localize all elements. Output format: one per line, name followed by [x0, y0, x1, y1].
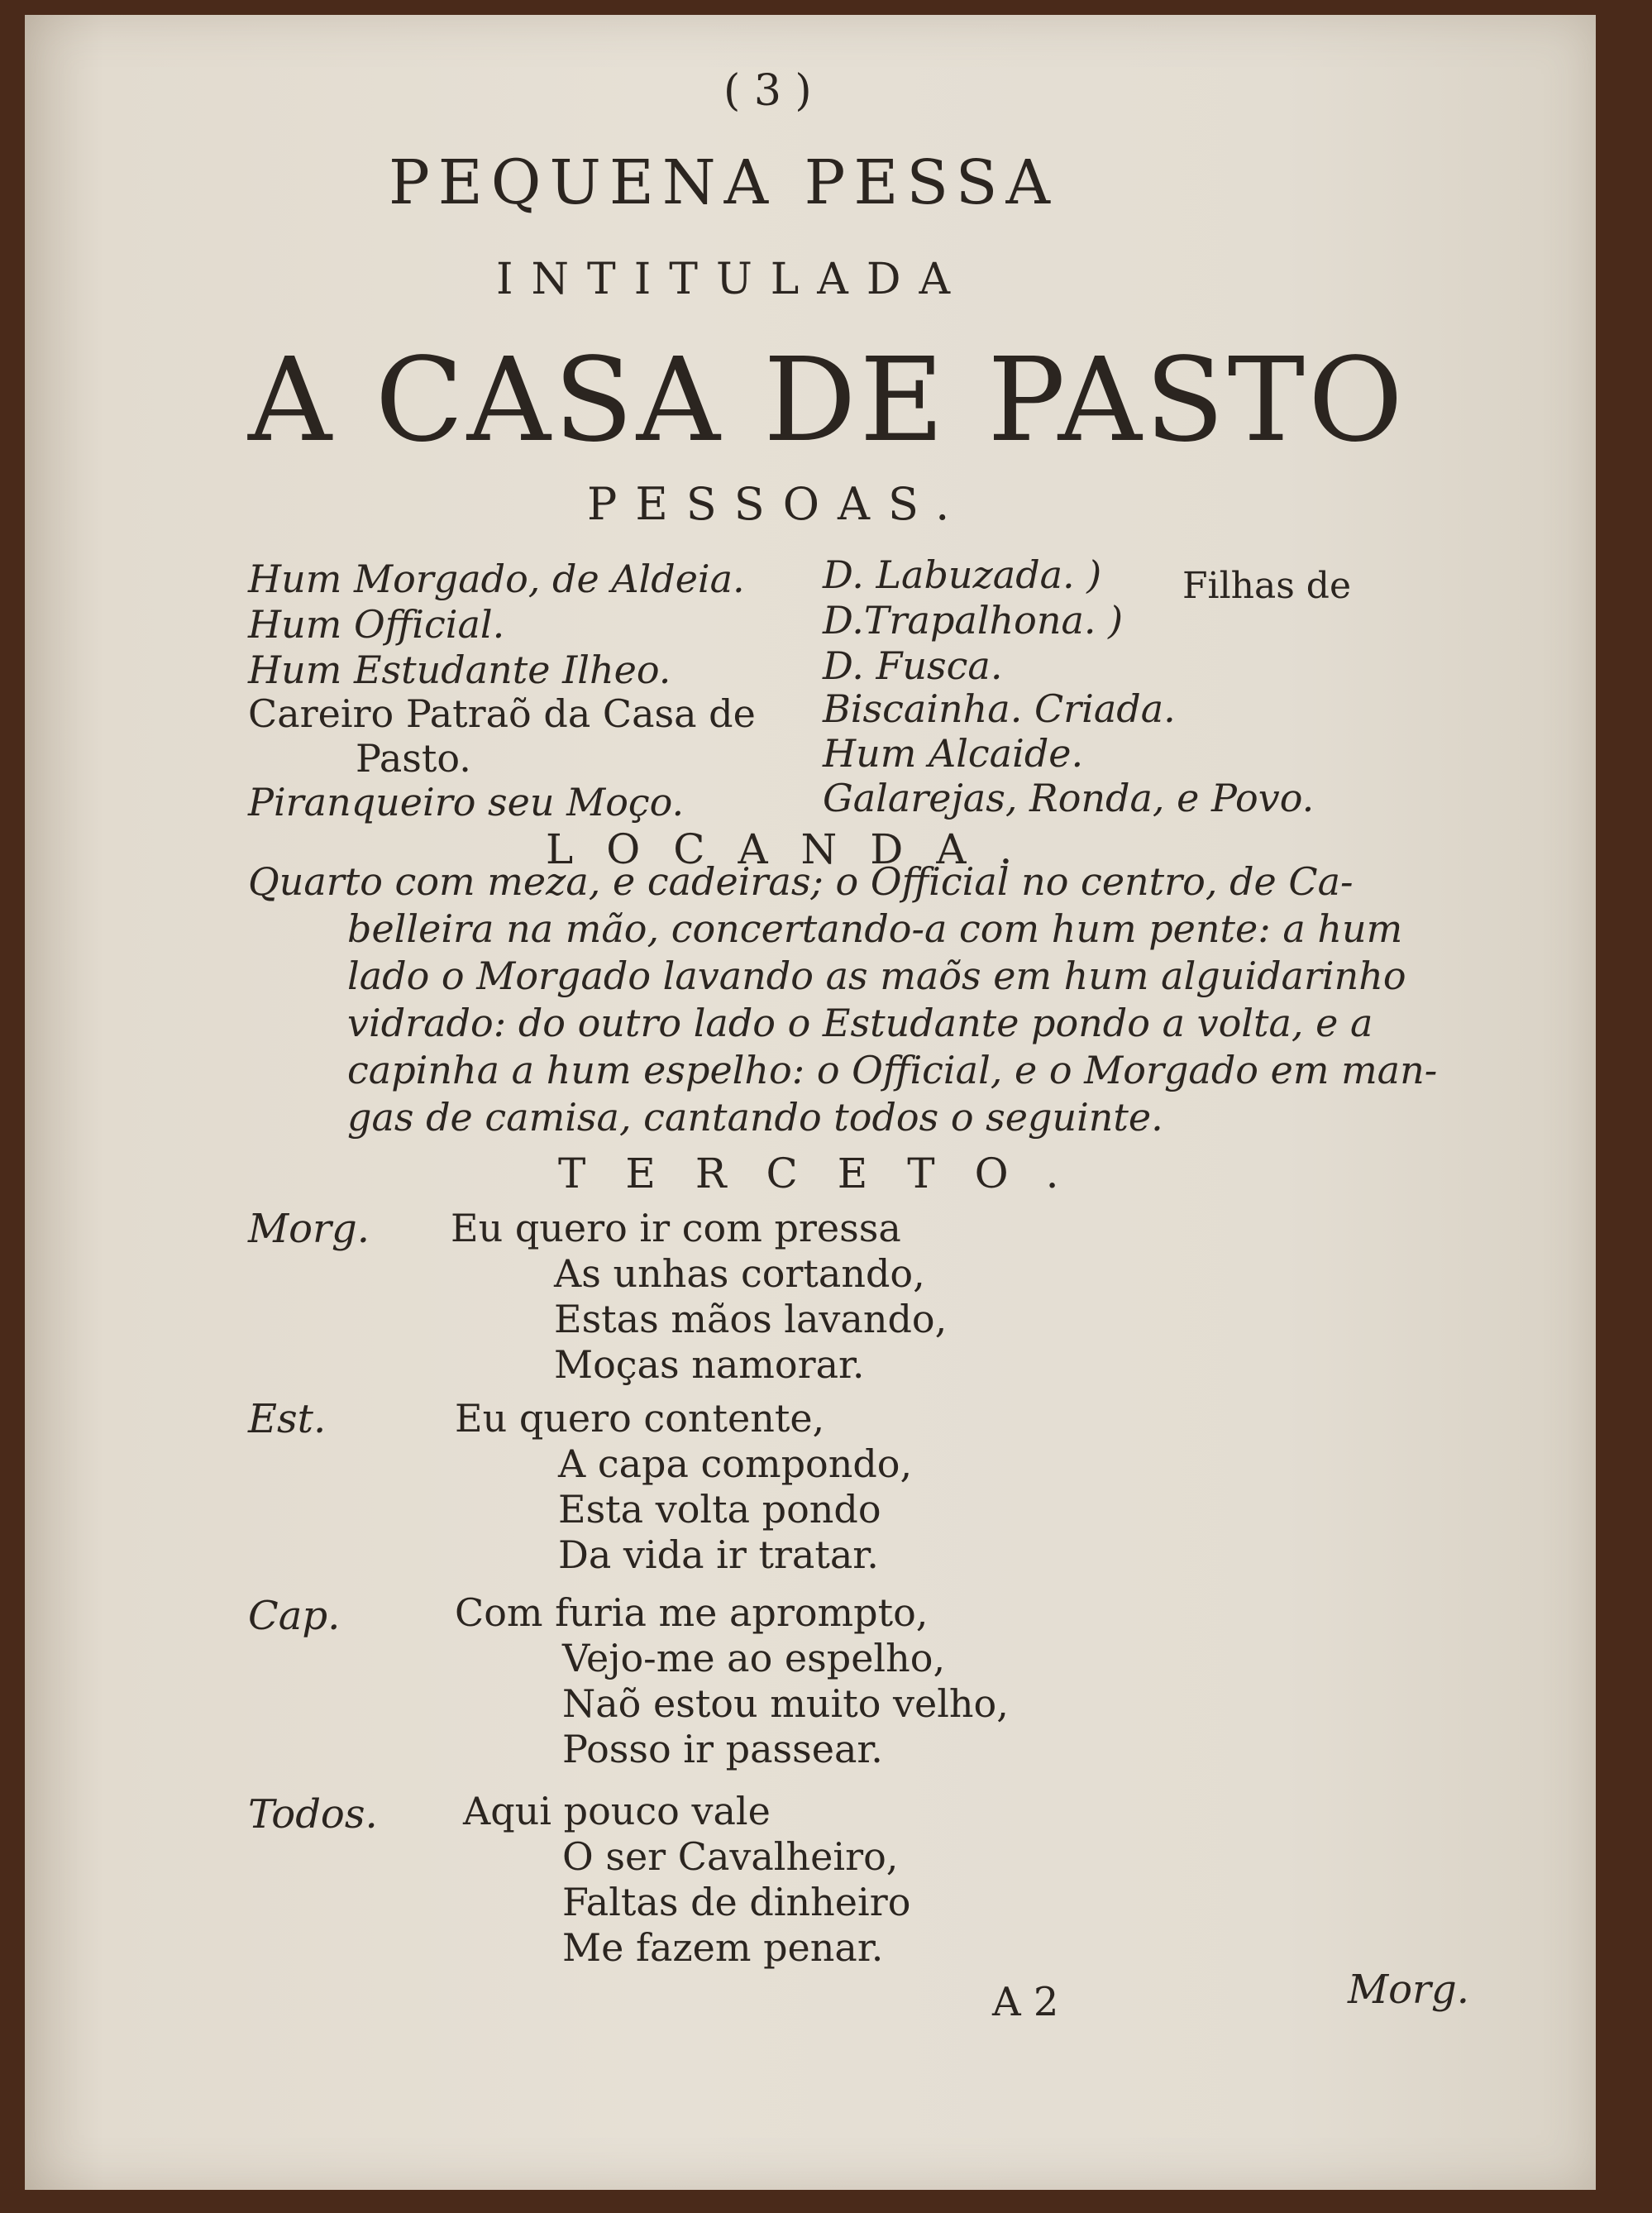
cast-left-4: Careiro Patraõ da Casa de — [248, 691, 756, 736]
verse-line: Estas mãos lavando, — [554, 1297, 948, 1341]
song-heading: TERCETO. — [558, 1150, 1099, 1197]
verse-line: A capa compondo, — [558, 1441, 913, 1486]
cast-left-6: Piranqueiro seu Moço. — [248, 780, 685, 824]
speaker-label: Cap. — [248, 1593, 341, 1639]
scene-heading: LOCANDA. — [546, 825, 1046, 873]
verse-line: Faltas de dinheiro — [562, 1880, 911, 1924]
verse-line: O ser Cavalheiro, — [562, 1834, 899, 1879]
cast-heading: PESSOAS. — [587, 478, 968, 530]
page-number: ( 3 ) — [723, 66, 812, 116]
cast-left-5: Pasto. — [356, 736, 471, 781]
cast-right-6: Galarejas, Ronda, e Povo. — [823, 776, 1315, 820]
stage-line: gas de camisa, cantando todos o seguinte. — [347, 1095, 1163, 1140]
cast-left-1: Hum Morgado, de Aldeia. — [248, 557, 745, 601]
verse-line: Eu quero ir com pressa — [451, 1206, 901, 1250]
speaker-label: Est. — [248, 1396, 327, 1442]
speaker-label: Todos. — [248, 1791, 378, 1838]
verse-line: Vejo-me ao espelho, — [562, 1636, 946, 1680]
verse-line: Aqui pouco vale — [463, 1789, 771, 1833]
verse-line: Moças namorar. — [554, 1342, 865, 1387]
stage-line: belleira na mão, concertando-a com hum pente: a hum — [347, 906, 1403, 951]
verse-line: Me fazem penar. — [562, 1925, 884, 1970]
cast-left-3: Hum Estudante Ilheo. — [248, 648, 671, 692]
speaker-label: Morg. — [248, 1206, 370, 1252]
cast-right-5: Hum Alcaide. — [823, 731, 1084, 776]
stage-line: vidrado: do outro lado o Estudante pondo a volta, e a — [347, 1001, 1373, 1045]
cast-right-4: Biscainha. Criada. — [823, 686, 1176, 731]
title-line-2: INTITULADA — [496, 255, 969, 304]
verse-line: Posso ir passear. — [562, 1727, 883, 1771]
verse-line: Da vida ir tratar. — [558, 1532, 879, 1577]
verse-line: As unhas cortando, — [554, 1251, 925, 1296]
book-page — [25, 15, 1596, 2190]
verse-line: Com furia me apromptо, — [455, 1590, 929, 1635]
stage-line: Quarto com meza, e cadeiras; o Official no centro, de Ca- — [248, 859, 1354, 904]
verse-line: Naõ estou muito velho, — [562, 1681, 1009, 1726]
printer-signature: A 2 — [992, 1979, 1059, 2025]
cast-right-3: D. Fusca. — [823, 643, 1003, 688]
cast-right-1: D. Labuzada. ) — [823, 552, 1102, 597]
catchword: Morg. — [1348, 1967, 1469, 2013]
stage-direction — [248, 858, 1438, 1141]
cast-daughters-note: Filhas de — [1182, 565, 1352, 607]
stage-line: lado o Morgado lavando as maõs em hum alguidarinho — [347, 954, 1406, 998]
stage-line: capinha a hum espelho: o Official, e o Morgado em man- — [347, 1048, 1438, 1092]
title-main: A CASA DE PASTO — [248, 333, 1406, 468]
verse-line: Esta volta pondo — [558, 1487, 881, 1532]
title-line-1: PEQUENA PESSA — [389, 147, 1058, 218]
cast-left-2: Hum Official. — [248, 602, 505, 647]
verse-line: Eu quero contente, — [455, 1396, 825, 1441]
cast-right-2: D.Trapalhona. ) — [823, 598, 1124, 643]
